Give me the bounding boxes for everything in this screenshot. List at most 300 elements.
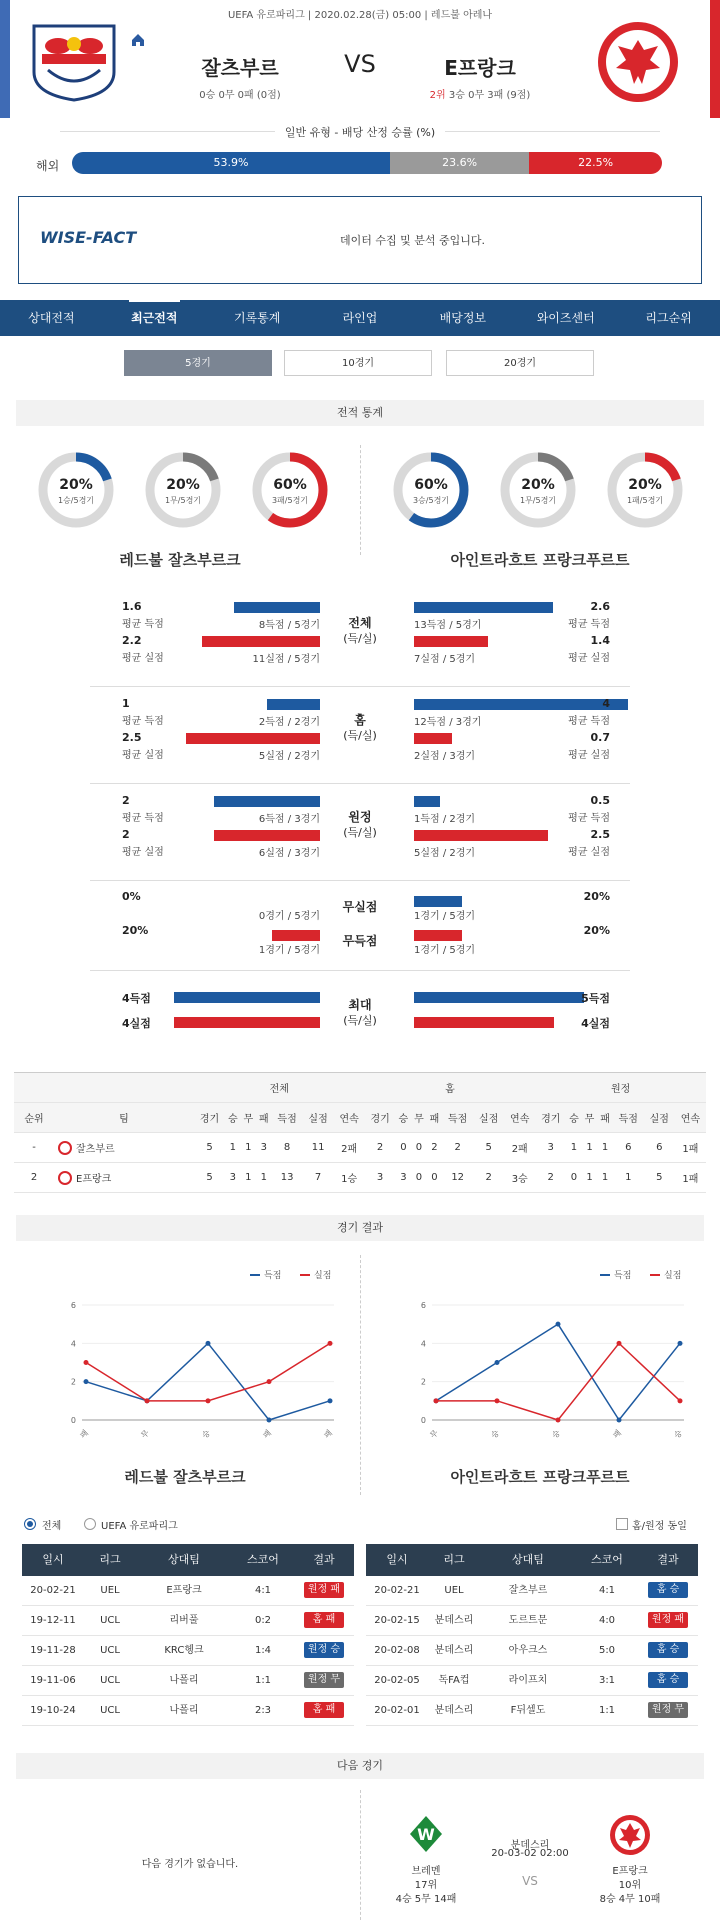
y-tick-label: 4 xyxy=(70,1339,76,1349)
rank-cell: 1 xyxy=(241,1163,257,1193)
left-label: 평균 실점 xyxy=(122,653,164,664)
away-rank: 2위 xyxy=(429,90,446,101)
donut-divider xyxy=(360,445,361,555)
donut-sub: 1승/5경기 xyxy=(57,496,95,505)
wise-fact-logo: WISE-FACT xyxy=(40,228,137,247)
rank-header-cell: 실점 xyxy=(644,1103,675,1133)
home-icon[interactable] xyxy=(130,32,146,48)
donut-sub: 1패/5경기 xyxy=(626,496,664,505)
left-bar xyxy=(267,699,320,710)
left-bar xyxy=(214,830,320,841)
max-right-ga: 4실점 xyxy=(581,1017,610,1030)
max-right-gf: 5득점 xyxy=(581,992,610,1005)
match-cell: 20-02-08 xyxy=(374,1645,420,1656)
radio-all[interactable] xyxy=(24,1518,36,1530)
donut-percent: 60% xyxy=(273,477,307,493)
max-left-ga: 4실점 xyxy=(122,1017,151,1030)
match-header-cell: 상대팀 xyxy=(512,1553,544,1566)
nav-tab-3[interactable]: 라인업 xyxy=(342,311,378,325)
right-bar-label: 7실점 / 5경기 xyxy=(414,654,476,665)
left-bar xyxy=(202,636,320,647)
match-result-cell xyxy=(294,1606,354,1635)
x-tick-label: 패 xyxy=(78,1428,91,1441)
donut-4 xyxy=(498,450,578,530)
match-cell: KRC헹크 xyxy=(164,1645,204,1656)
rank-cell: 1 xyxy=(613,1163,644,1193)
nav-tab-6[interactable]: 리그순위 xyxy=(645,311,692,325)
zero-right-bar xyxy=(414,896,462,907)
rank-header-cell: 득점 xyxy=(272,1103,303,1133)
match-header-cell: 결과 xyxy=(313,1553,335,1566)
match-cell: UCL xyxy=(100,1705,120,1716)
max-left-ga-bar xyxy=(174,1017,320,1028)
left-bar-label: 5실점 / 2경기 xyxy=(258,751,320,762)
rank-cell: 잘츠부르 xyxy=(54,1133,194,1163)
rank-cell: 1승 xyxy=(334,1163,365,1193)
right-bar-label: 12득점 / 3경기 xyxy=(414,717,482,728)
rank-header-cell: 승 xyxy=(566,1103,582,1133)
rank-cell: 0 xyxy=(427,1163,443,1193)
rank-header-cell: 연속 xyxy=(504,1103,535,1133)
next-section-title: 다음 경기 xyxy=(16,1753,704,1779)
nav-tab-1[interactable]: 최근전적 xyxy=(103,300,206,336)
rank-cell: 2 xyxy=(535,1163,566,1193)
match-cell: 아우크스 xyxy=(508,1645,548,1656)
match-row[interactable] xyxy=(366,1696,698,1726)
next-divider xyxy=(360,1790,361,1920)
rank-cell: 0 xyxy=(411,1163,427,1193)
donut-percent: 60% xyxy=(414,477,448,493)
rank-cell: 2 xyxy=(365,1133,396,1163)
match-cell: 19-11-06 xyxy=(30,1675,76,1686)
right-bar xyxy=(414,733,452,744)
match-result-cell xyxy=(638,1576,698,1605)
rank-header-cell: 무 xyxy=(582,1103,598,1133)
match-result-cell xyxy=(294,1576,354,1605)
frankfurt-logo xyxy=(596,20,680,104)
rank-group-0: 전체 xyxy=(194,1073,365,1103)
x-tick-label: 패 xyxy=(322,1428,335,1441)
rank-cell: 2 xyxy=(14,1163,54,1193)
next-home-rank: 17위 xyxy=(414,1880,438,1891)
rank-header-cell: 패 xyxy=(256,1103,272,1133)
match-header-cell: 상대팀 xyxy=(168,1553,200,1566)
rank-cell: 1패 xyxy=(675,1163,706,1193)
rank-cell: 3승 xyxy=(504,1163,535,1193)
donut-sub: 1무/5경기 xyxy=(164,496,202,505)
left-bar-label: 8득점 / 5경기 xyxy=(258,620,320,631)
left-value: 1 xyxy=(122,697,130,710)
rank-header-cell: 무 xyxy=(411,1103,427,1133)
match-cell: 도르트문 xyxy=(508,1615,548,1626)
data-point xyxy=(556,1418,561,1423)
rank-group-2: 원정 xyxy=(535,1073,706,1103)
max-left-gf: 4득점 xyxy=(122,992,151,1005)
away-team-name: E프랑크 xyxy=(444,56,516,80)
rank-header-cell: 연속 xyxy=(334,1103,365,1133)
data-point xyxy=(434,1398,439,1403)
right-label: 평균 득점 xyxy=(568,813,610,824)
match-cell: 분데스리 xyxy=(434,1645,474,1656)
odds-label: 해외 xyxy=(36,159,60,173)
y-tick-label: 6 xyxy=(70,1301,76,1310)
match-cell: E프랑크 xyxy=(166,1585,202,1596)
series-line-0 xyxy=(436,1324,680,1420)
filter-uel-label: UEFA 유로파리그 xyxy=(101,1521,178,1532)
y-tick-label: 2 xyxy=(70,1377,76,1387)
odds-segment-1: 23.6% xyxy=(390,152,529,174)
match-result-cell xyxy=(638,1636,698,1665)
rank-cell: 2 xyxy=(427,1133,443,1163)
right-label: 평균 득점 xyxy=(568,716,610,727)
zero-separator xyxy=(90,970,630,971)
match-cell: 1:4 xyxy=(254,1645,272,1656)
rank-table-grid xyxy=(14,1072,706,1193)
compare-title-2: 원정 xyxy=(348,810,372,824)
odds-title-wrap xyxy=(0,124,720,140)
rank-cell: 0 xyxy=(566,1163,582,1193)
match-row[interactable] xyxy=(366,1576,698,1606)
rank-cell: 8 xyxy=(272,1133,303,1163)
match-cell: 20-02-21 xyxy=(374,1585,420,1596)
match-cell: UEL xyxy=(444,1585,464,1596)
match-result-cell xyxy=(638,1606,698,1635)
result-badge: 홈 패 xyxy=(304,1702,344,1718)
league-name: UEFA 유로파리그 xyxy=(227,10,305,21)
rank-cell: 12 xyxy=(442,1163,473,1193)
match-cell: 나폴리 xyxy=(169,1705,199,1716)
home-results-chart xyxy=(30,1255,350,1445)
data-point xyxy=(495,1398,500,1403)
rank-header-cell: 패 xyxy=(427,1103,443,1133)
y-tick-label: 4 xyxy=(420,1339,426,1349)
home-record: 0승 0무 0패 (0점) xyxy=(199,90,281,101)
venue: 레드불 아레나 xyxy=(430,10,493,21)
wise-fact-message: 데이터 수집 및 분석 중입니다. xyxy=(340,234,485,247)
match-row[interactable] xyxy=(22,1636,354,1666)
left-label: 평균 득점 xyxy=(122,716,164,727)
rank-cell: 5 xyxy=(194,1133,225,1163)
compare-separator xyxy=(90,880,630,881)
right-label: 평균 실점 xyxy=(568,750,610,761)
svg-text:W: W xyxy=(417,1825,435,1844)
match-cell: 5:0 xyxy=(598,1645,616,1656)
data-point xyxy=(267,1418,272,1423)
match-cell: 1:1 xyxy=(598,1705,616,1716)
compare-subtitle-1: (득/실) xyxy=(343,729,377,742)
match-cell: 20-02-01 xyxy=(374,1705,420,1716)
match-result-cell xyxy=(638,1666,698,1695)
match-cell: UCL xyxy=(100,1645,120,1656)
rank-header-cell: 순위 xyxy=(14,1103,54,1133)
right-value: 2.5 xyxy=(590,828,610,841)
rank-cell: 7 xyxy=(303,1163,334,1193)
data-point xyxy=(328,1341,333,1346)
match-cell: 19-11-28 xyxy=(30,1645,76,1656)
next-home-record: 4승 5무 14패 xyxy=(395,1894,457,1905)
left-value: 1.6 xyxy=(122,600,142,613)
match-cell: 1:1 xyxy=(254,1675,272,1686)
left-bar xyxy=(234,602,320,613)
left-bar xyxy=(186,733,320,744)
home-team-full: 레드불 잘츠부르크 xyxy=(119,551,241,569)
donut-sub: 3승/5경기 xyxy=(412,496,450,505)
result-badge: 원정 무 xyxy=(304,1672,344,1688)
donut-percent: 20% xyxy=(628,477,662,493)
next-away-name: E프랑크 xyxy=(612,1866,648,1877)
match-result-cell xyxy=(294,1636,354,1665)
max-right-ga-bar xyxy=(414,1017,554,1028)
result-badge: 원정 패 xyxy=(648,1612,688,1628)
rank-row xyxy=(14,1133,706,1163)
match-cell: 분데스리 xyxy=(434,1615,474,1626)
match-cell: UCL xyxy=(100,1675,120,1686)
match-info: UEFA 유로파리그 | 2020.02.28(금) 05:00 | 레드불 아레나 xyxy=(227,10,493,21)
donut-3 xyxy=(391,450,471,530)
rank-header-cell: 득점 xyxy=(613,1103,644,1133)
filter-all-label: 전체 xyxy=(42,1521,62,1532)
rank-cell: - xyxy=(14,1133,54,1163)
home-color-stripe xyxy=(0,0,10,118)
x-tick-label: 무 xyxy=(139,1428,152,1441)
away-match-list xyxy=(366,1544,698,1726)
next-time: 20-03-02 02:00 xyxy=(491,1848,569,1859)
radio-uel[interactable] xyxy=(84,1518,96,1530)
compare-subtitle-2: (득/실) xyxy=(343,826,377,839)
rank-header-cell: 실점 xyxy=(303,1103,334,1133)
rank-header-cell: 승 xyxy=(396,1103,412,1133)
checkbox-homeaway[interactable] xyxy=(616,1518,628,1530)
match-cell: 독FA컵 xyxy=(438,1675,470,1686)
rank-cell: 1 xyxy=(566,1133,582,1163)
match-header-cell: 일시 xyxy=(42,1553,64,1566)
data-point xyxy=(328,1398,333,1403)
rank-cell: 3 xyxy=(256,1133,272,1163)
donut-0 xyxy=(36,450,116,530)
away-team-full: 아인트라흐트 프랑크푸르트 xyxy=(450,551,630,569)
odds-segment-0: 53.9% xyxy=(72,152,390,174)
right-value: 4 xyxy=(602,697,610,710)
right-bar xyxy=(414,636,488,647)
match-cell: 4:1 xyxy=(598,1585,616,1596)
rank-cell: 1 xyxy=(225,1133,241,1163)
right-value: 1.4 xyxy=(590,634,610,647)
match-date: 2020.02.28(금) 05:00 xyxy=(314,10,422,21)
rank-row xyxy=(14,1163,706,1193)
odds-bar xyxy=(72,152,662,174)
match-cell: UEL xyxy=(100,1585,120,1596)
results-divider xyxy=(360,1255,361,1495)
x-tick-label: 승 xyxy=(550,1428,563,1441)
result-badge: 원정 무 xyxy=(648,1702,688,1718)
rank-cell: 1 xyxy=(597,1133,613,1163)
match-cell: 0:2 xyxy=(254,1615,272,1626)
match-cell: 4:0 xyxy=(598,1615,616,1626)
rank-group-empty xyxy=(14,1073,54,1103)
zero-left-label: 1경기 / 5경기 xyxy=(258,945,320,956)
result-badge: 홈 승 xyxy=(648,1642,688,1658)
zero-right-label: 1경기 / 5경기 xyxy=(414,911,476,922)
data-point xyxy=(556,1322,561,1327)
match-result-cell xyxy=(294,1666,354,1695)
compare-subtitle-0: (득/실) xyxy=(343,632,377,645)
left-label: 평균 득점 xyxy=(122,619,164,630)
data-point xyxy=(267,1379,272,1384)
y-tick-label: 2 xyxy=(420,1377,426,1387)
rank-cell: 6 xyxy=(644,1133,675,1163)
right-bar xyxy=(414,796,440,807)
left-label: 평균 실점 xyxy=(122,750,164,761)
rank-cell: 3 xyxy=(396,1163,412,1193)
x-tick-label: 패 xyxy=(611,1428,624,1441)
rank-cell: 2 xyxy=(442,1133,473,1163)
rank-header-cell: 경기 xyxy=(194,1103,225,1133)
rank-header-cell: 연속 xyxy=(675,1103,706,1133)
rank-cell: E프랑크 xyxy=(54,1163,194,1193)
next-away-rank: 10위 xyxy=(618,1880,642,1891)
rank-header-cell: 득점 xyxy=(442,1103,473,1133)
nav-tab-0[interactable]: 상대전적 xyxy=(28,311,75,325)
salzburg-logo xyxy=(28,22,120,102)
result-badge: 원정 승 xyxy=(304,1642,344,1658)
right-bar-label: 1득점 / 2경기 xyxy=(414,814,476,825)
rank-header-cell: 무 xyxy=(241,1103,257,1133)
match-cell: 2:3 xyxy=(254,1705,272,1716)
donut-sub: 1무/5경기 xyxy=(519,496,557,505)
data-point xyxy=(145,1398,150,1403)
home-team-name: 잘츠부르 xyxy=(201,56,279,80)
donut-2 xyxy=(250,450,330,530)
match-row[interactable] xyxy=(22,1696,354,1726)
result-badge: 홈 승 xyxy=(648,1672,688,1688)
max-left-gf-bar xyxy=(174,992,320,1003)
rank-cell: 1 xyxy=(241,1133,257,1163)
rank-header-cell: 승 xyxy=(225,1103,241,1133)
max-title: 최대 xyxy=(348,998,372,1012)
tab-10-games[interactable]: 10경기 xyxy=(284,350,432,376)
rank-header-cell: 패 xyxy=(597,1103,613,1133)
home-match-list xyxy=(22,1544,354,1726)
donut-1 xyxy=(143,450,223,530)
rank-cell: 3 xyxy=(225,1163,241,1193)
match-cell: 라이프치 xyxy=(508,1675,548,1686)
match-header-cell: 결과 xyxy=(657,1553,679,1566)
nav-tab-2[interactable]: 기록통계 xyxy=(233,311,281,325)
rank-cell: 1 xyxy=(597,1163,613,1193)
match-cell: UCL xyxy=(100,1615,120,1626)
vs-label: VS xyxy=(344,50,376,78)
next-home-name: 브레멘 xyxy=(411,1866,441,1877)
match-result-cell xyxy=(294,1696,354,1725)
match-cell: 분데스리 xyxy=(434,1705,474,1716)
rank-cell: 1 xyxy=(256,1163,272,1193)
match-row[interactable] xyxy=(366,1636,698,1666)
match-row[interactable] xyxy=(22,1606,354,1636)
rank-header-cell: 실점 xyxy=(473,1103,504,1133)
result-badge: 홈 패 xyxy=(304,1612,344,1628)
rank-cell: 6 xyxy=(613,1133,644,1163)
left-bar-label: 6실점 / 3경기 xyxy=(258,848,320,859)
nav-active-underline xyxy=(129,300,180,302)
data-point xyxy=(84,1379,89,1384)
odds-title: 일반 유형 - 배당 산정 승률 (%) xyxy=(275,126,445,139)
compare-title-0: 전체 xyxy=(348,616,372,630)
left-label: 평균 득점 xyxy=(122,813,164,824)
nav-tab-5[interactable]: 와이즈센터 xyxy=(536,311,595,325)
rank-cell: 11 xyxy=(303,1133,334,1163)
rank-table xyxy=(14,1072,706,1193)
match-cell: 나폴리 xyxy=(169,1675,199,1686)
data-point xyxy=(617,1418,622,1423)
y-tick-label: 6 xyxy=(420,1301,426,1310)
data-point xyxy=(678,1341,683,1346)
tab-5-games[interactable]: 5경기 xyxy=(124,350,272,376)
match-cell: F뒤셀도 xyxy=(510,1705,546,1716)
donut-percent: 20% xyxy=(521,477,555,493)
match-cell: 4:1 xyxy=(254,1585,272,1596)
compare-title-1: 홈 xyxy=(354,713,366,727)
tab-20-games[interactable]: 20경기 xyxy=(446,350,594,376)
y-tick-label: 0 xyxy=(70,1416,76,1425)
left-bar-label: 6득점 / 3경기 xyxy=(258,814,320,825)
rank-cell: 3 xyxy=(535,1133,566,1163)
match-header-cell: 리그 xyxy=(443,1553,465,1566)
next-none-message: 다음 경기가 없습니다. xyxy=(141,1859,239,1870)
x-tick-label: 무 xyxy=(428,1428,441,1441)
right-label: 평균 득점 xyxy=(568,619,610,630)
match-row[interactable] xyxy=(22,1576,354,1606)
legend-label: 실점 xyxy=(314,1271,332,1281)
match-header-cell: 스코어 xyxy=(247,1553,279,1566)
zero-right-value: 20% xyxy=(583,924,610,937)
right-bar-label: 2실점 / 3경기 xyxy=(414,751,476,762)
data-point xyxy=(617,1341,622,1346)
left-value: 2 xyxy=(122,794,130,807)
rank-group-empty xyxy=(54,1073,194,1103)
right-value: 0.7 xyxy=(590,731,610,744)
right-label: 평균 실점 xyxy=(568,653,610,664)
rank-header-cell: 경기 xyxy=(535,1103,566,1133)
donut-percent: 20% xyxy=(59,477,93,493)
match-cell: 19-10-24 xyxy=(30,1705,76,1716)
left-value: 2.5 xyxy=(122,731,142,744)
right-bar-label: 5실점 / 2경기 xyxy=(414,848,476,859)
match-table-header xyxy=(366,1544,698,1576)
right-label: 평균 실점 xyxy=(568,847,610,858)
stats-section-title: 전적 통계 xyxy=(16,400,704,426)
match-row[interactable] xyxy=(366,1606,698,1636)
rank-cell: 0 xyxy=(411,1133,427,1163)
x-tick-label: 승 xyxy=(489,1428,502,1441)
x-tick-label: 승 xyxy=(672,1428,685,1441)
rank-group-row xyxy=(14,1073,706,1103)
rank-cell: 1 xyxy=(582,1163,598,1193)
rank-cell: 5 xyxy=(473,1133,504,1163)
legend-label: 실점 xyxy=(664,1271,682,1281)
zero-title: 무실점 xyxy=(342,900,378,914)
left-value: 2 xyxy=(122,828,130,841)
match-table-header xyxy=(22,1544,354,1576)
compare-separator xyxy=(90,686,630,687)
data-point xyxy=(678,1398,683,1403)
y-tick-label: 0 xyxy=(420,1416,426,1425)
rank-header-cell: 팀 xyxy=(54,1103,194,1133)
match-row[interactable] xyxy=(366,1666,698,1696)
nav-tab-4[interactable]: 배당정보 xyxy=(439,311,487,325)
zero-left-value: 20% xyxy=(122,924,149,937)
match-row[interactable] xyxy=(22,1666,354,1696)
rank-group-1: 홈 xyxy=(365,1073,536,1103)
